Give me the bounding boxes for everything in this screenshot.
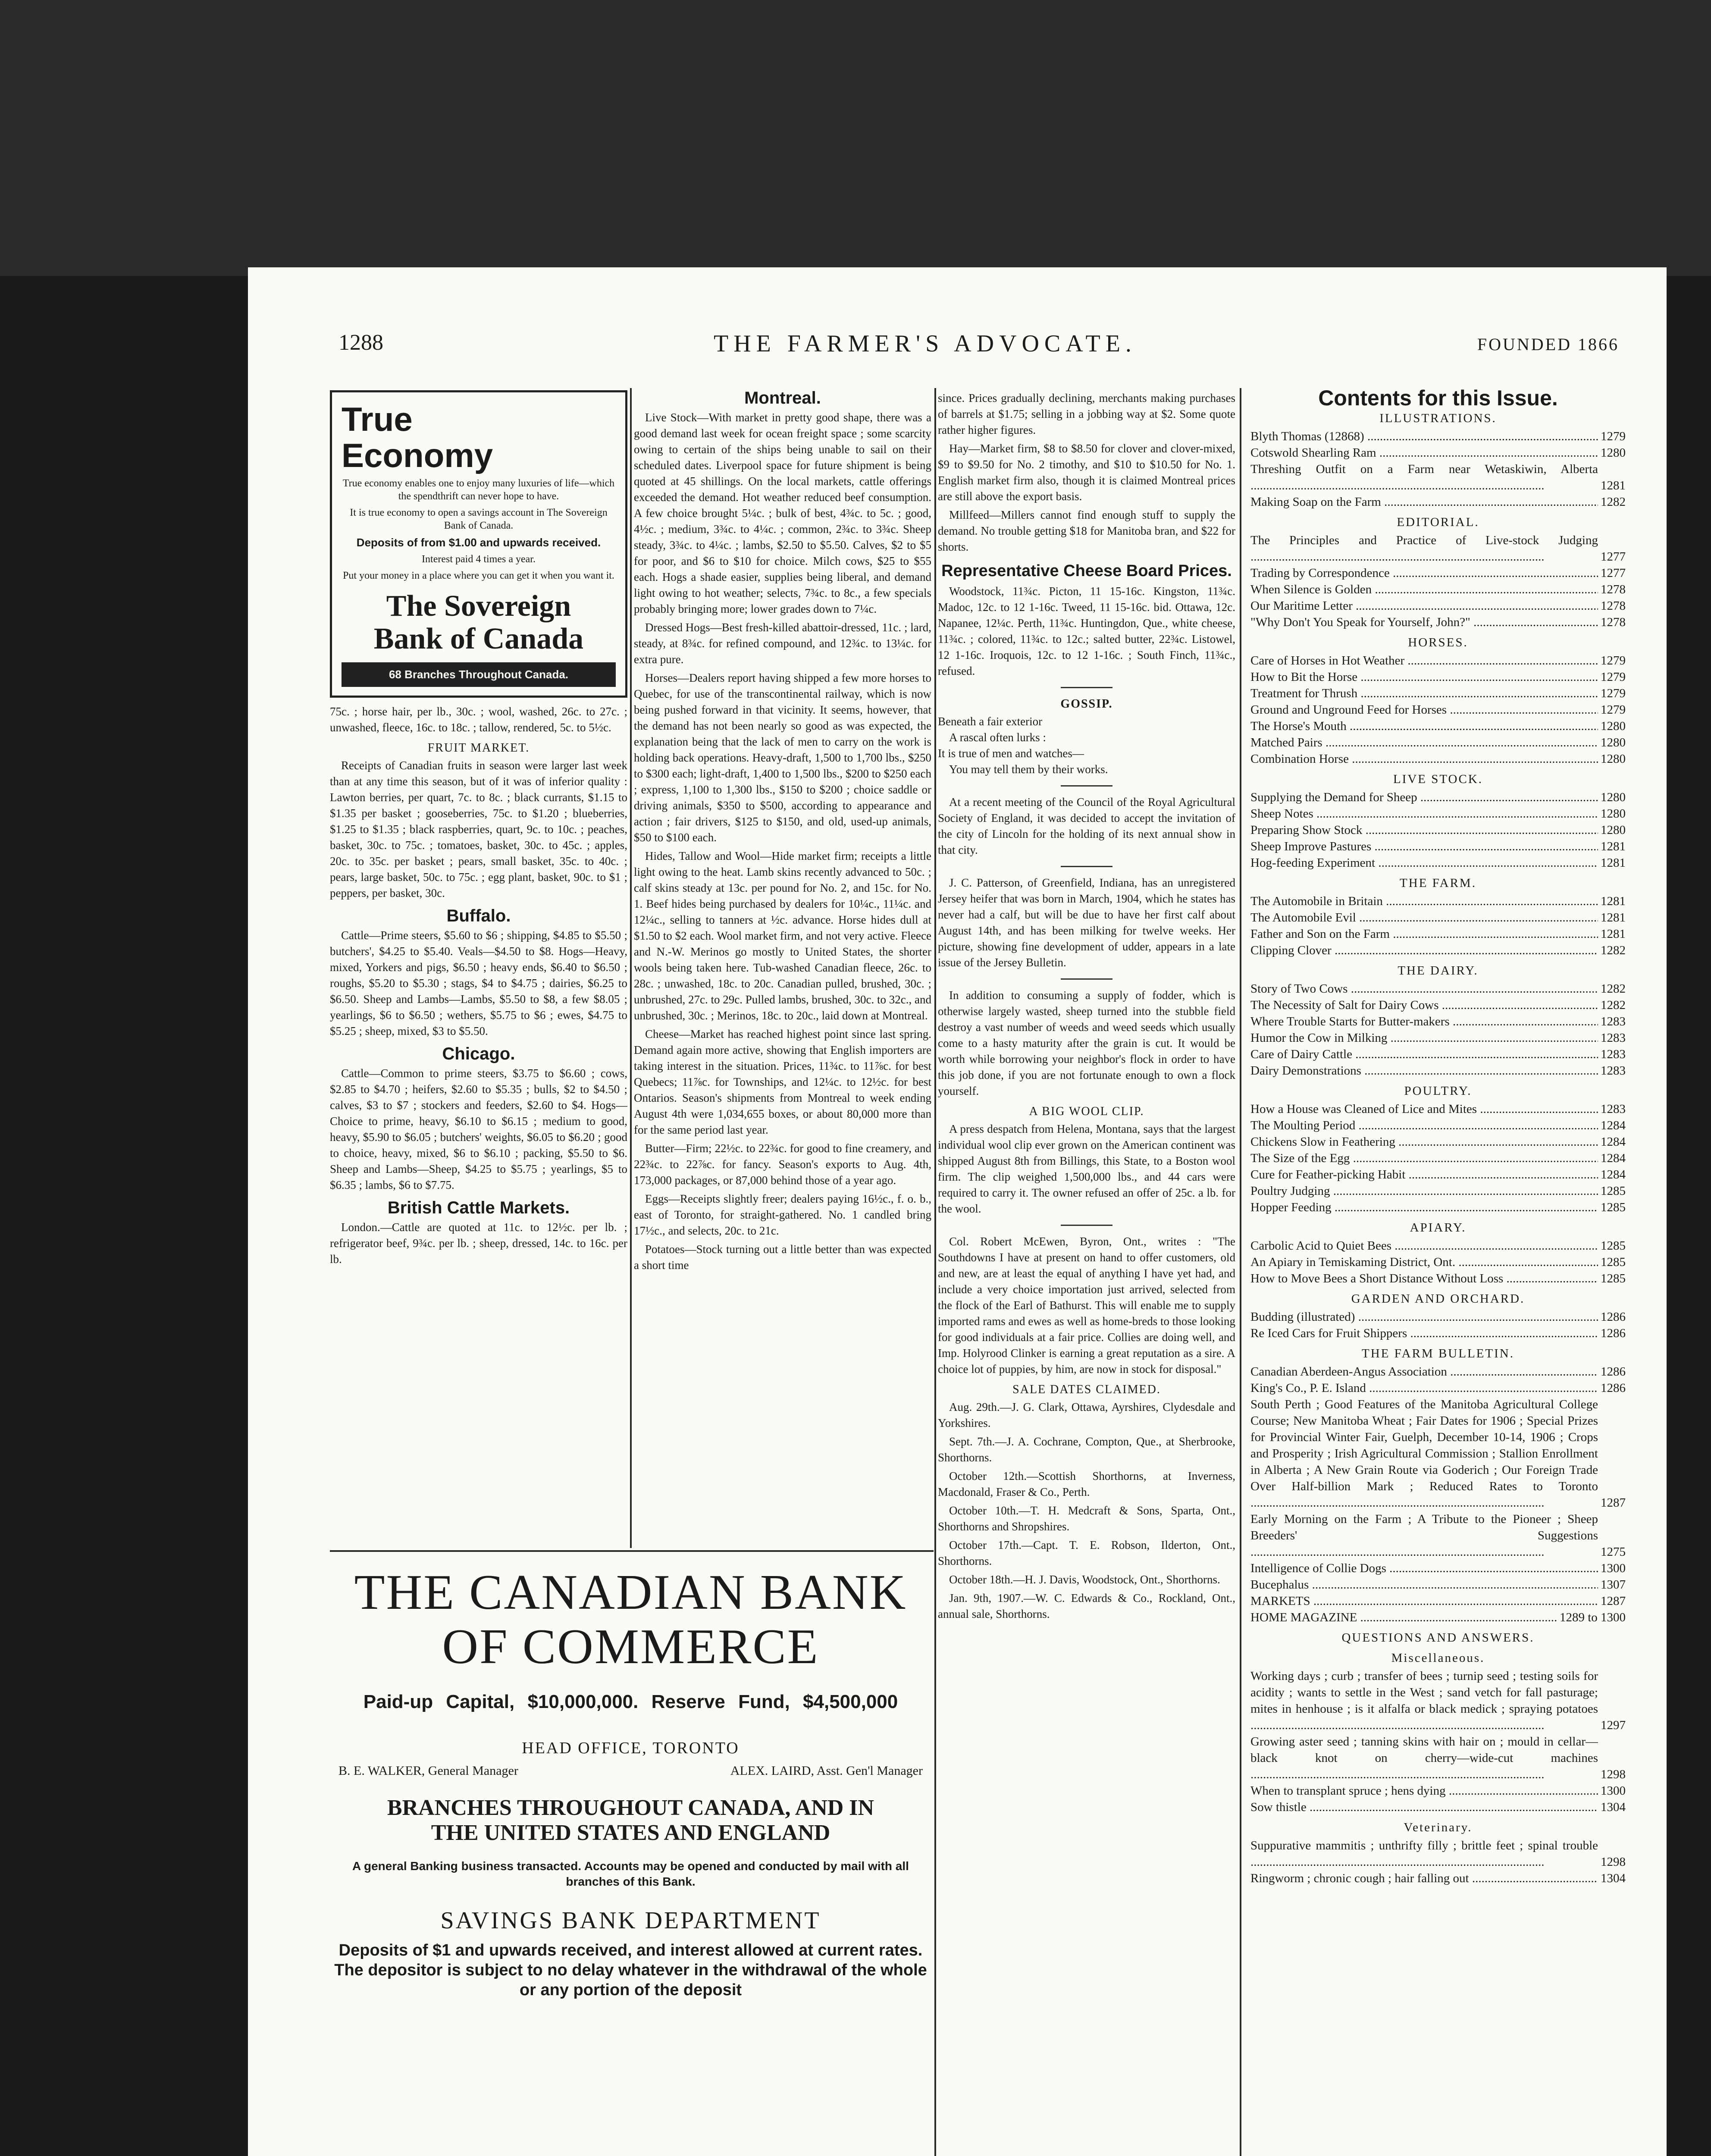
contents-entry-title: Chickens Slow in Feathering ..... [1250, 1134, 1598, 1150]
ad-interest: Interest paid 4 times a year. [422, 554, 536, 565]
paragraph: Millfeed—Millers cannot find enough stuff to supply the demand. No trouble getting $18 for Manitoba bran, and $22 for shorts. [938, 508, 1235, 553]
contents-entry [1250, 1309, 1626, 1325]
contents-entry [1250, 789, 1626, 805]
contents-entry [1250, 1270, 1626, 1287]
page-header [248, 330, 1667, 369]
contents-entry-page: 1286 [1601, 1326, 1626, 1340]
contents-entry [1250, 614, 1626, 630]
contents-entry-title: Ringworm ; chronic cough ; hair falling out ..... [1250, 1870, 1598, 1887]
contents-entry-title: How a House was Cleaned of Lice and Mites ..... [1250, 1101, 1598, 1117]
contents-entry-title: How to Bit the Horse ..... [1250, 669, 1598, 685]
contents-entry-title: MARKETS ..... [1250, 1593, 1598, 1609]
contents-entry-title: King's Co., P. E. Island ..... [1250, 1380, 1598, 1396]
contents-entry-page: 1281 [1601, 479, 1626, 492]
paragraph: Potatoes—Stock turning out a little better than was expected a short time [634, 1243, 931, 1272]
section-rule [330, 1550, 934, 1552]
contents-section-heading: QUESTIONS AND ANSWERS. [1341, 1631, 1535, 1645]
contents-entry-page: 1285 [1601, 1184, 1626, 1198]
bank-asst-manager: ALEX. LAIRD, Asst. Gen'l Manager [730, 1764, 923, 1778]
contents-entry-title: Growing aster seed ; tanning skins with hair on ; mould in cellar—black knot on cherry—wide-cut machines ..... [1250, 1733, 1598, 1783]
contents-entry [1250, 445, 1626, 461]
contents-entry-page: 1282 [1601, 943, 1626, 957]
contents-entry-page: 1282 [1601, 495, 1626, 509]
contents-entry-page: 1289 to 1300 [1559, 1611, 1626, 1624]
contents-entry [1250, 718, 1626, 734]
contents-entry-title: "Why Don't You Speak for Yourself, John?" ..... [1250, 614, 1598, 630]
contents-entry [1250, 1870, 1626, 1887]
ad-deposits: Deposits of from $1.00 and upwards received. [356, 536, 601, 549]
contents-entry-page: 1282 [1601, 982, 1626, 996]
contents-entry-title: Intelligence of Collie Dogs ..... [1250, 1560, 1598, 1576]
contents-entry [1250, 926, 1626, 942]
contents-section-heading: Miscellaneous. [1391, 1651, 1485, 1665]
section-heading: FRUIT MARKET. [427, 741, 530, 755]
contents-entry-title: Re Iced Cars for Fruit Shippers ..... [1250, 1325, 1598, 1341]
paragraph: Eggs—Receipts slightly freer; dealers paying 16½c., f. o. b., east of Toronto, for straight-gathered. No. 1 candled bring 17½c., and selects, 20c. to 21c. [634, 1192, 931, 1237]
contents-entry-page: 1275 [1601, 1545, 1626, 1559]
contents-entry-title: Treatment for Thrush ..... [1250, 685, 1598, 702]
contents-entry [1250, 494, 1626, 510]
ad-title-1: True [342, 400, 413, 438]
contents-entry [1250, 669, 1626, 685]
contents-entry [1250, 1576, 1626, 1593]
bank-branches-2: THE UNITED STATES AND ENGLAND [431, 1821, 830, 1845]
contents-entry [1250, 1101, 1626, 1117]
contents-entry-title: The Size of the Egg ..... [1250, 1150, 1598, 1166]
contents-section-heading: Veterinary. [1404, 1821, 1473, 1834]
section-heading: Representative Cheese Board Prices. [941, 562, 1232, 580]
contents-entry-page: 1284 [1601, 1135, 1626, 1149]
contents-entry [1250, 1609, 1626, 1626]
separator [1061, 866, 1112, 867]
contents-section-heading: ILLUSTRATIONS. [1379, 411, 1497, 425]
contents-entry [1250, 1199, 1626, 1216]
contents-entry-page: 1283 [1601, 1015, 1626, 1028]
contents-column [1250, 386, 1626, 1887]
contents-entry [1250, 855, 1626, 871]
contents-entry-page: 1283 [1601, 1047, 1626, 1061]
contents-entry-page: 1297 [1601, 1718, 1626, 1732]
contents-entry [1250, 461, 1626, 494]
contents-entry [1250, 909, 1626, 926]
sale-date: October 18th.—H. J. Davis, Woodstock, Ont., Shorthorns. [949, 1573, 1220, 1586]
contents-entry-page: 1304 [1601, 1800, 1626, 1814]
separator [1061, 785, 1112, 787]
column-rule [934, 388, 936, 2156]
bank-title-1: THE CANADIAN BANK [354, 1565, 907, 1620]
contents-section-heading: POULTRY. [1404, 1084, 1472, 1098]
contents-entry [1250, 1799, 1626, 1815]
contents-entry-title: The Automobile Evil ..... [1250, 909, 1598, 926]
contents-entry-title: Humor the Cow in Milking ..... [1250, 1030, 1598, 1046]
contents-entry [1250, 428, 1626, 445]
contents-entry-page: 1284 [1601, 1119, 1626, 1132]
contents-entry-title: South Perth ; Good Features of the Manitoba Agricultural College Course; New Manitoba Wheat ; Fair Dates for 1906 ; Special Prizes for Provincial Winter Fair, Guelph, December 10-14, 1906 ; Crops and Prosperity ; Irish Agricultural Commission ; Stallion Enrollment in Alberta ; A New Grain Route via Goderich ; Our Foreign Trade Over Half-billion Mark ; Reduced Rates to Toronto ..... [1250, 1396, 1598, 1511]
contents-entry-page: 1278 [1601, 599, 1626, 613]
contents-entry-title: Trading by Correspondence ..... [1250, 565, 1598, 581]
contents-entry [1250, 1733, 1626, 1783]
canadian-bank-ad [330, 1557, 931, 2156]
section-heading: A BIG WOOL CLIP. [1029, 1105, 1144, 1118]
contents-entry [1250, 702, 1626, 718]
bank-branches-1: BRANCHES THROUGHOUT CANADA, AND IN [387, 1796, 874, 1820]
paragraph: Hay—Market firm, $8 to $8.50 for clover and clover-mixed, $9 to $9.50 for No. 2 timothy, and $10 to $10.50 for No. 1. English market firm also, though it is claimed Montreal prices are still above the export basis. [938, 442, 1235, 503]
contents-entry [1250, 1183, 1626, 1199]
bank-general: A general Banking business transacted. Accounts may be opened and conducted by mail with all branches of this Bank. [352, 1859, 909, 1888]
contents-entry-title: Budding (illustrated) ..... [1250, 1309, 1598, 1325]
contents-section-heading: THE FARM BULLETIN. [1362, 1347, 1514, 1360]
contents-entry [1250, 1166, 1626, 1183]
contents-entry-page: 1285 [1601, 1272, 1626, 1285]
contents-entry-title: Working days ; curb ; transfer of bees ; turnip seed ; testing soils for acidity ; wants to settle in the West ; sand vetch for fall pasturage; mites in henhouse ; is it alfalfa or black medick ; spraying potatoes ..... [1250, 1668, 1598, 1733]
contents-entry [1250, 734, 1626, 751]
contents-entry [1250, 598, 1626, 614]
separator [1061, 687, 1112, 688]
paragraph: A press despatch from Helena, Montana, says that the largest individual wool clip ever grown on the American continent was shipped August 8th from Billings, this State, to a Boston wool firm. The clip weighed 1,500,000 lbs., and 44 cars were required to carry it. The owner refused an offer of 25c. a lb. for the wool. [938, 1122, 1235, 1215]
contents-entry [1250, 1134, 1626, 1150]
sale-date: Jan. 9th, 1907.—W. C. Edwards & Co., Rockland, Ont., annual sale, Shorthorns. [938, 1592, 1235, 1620]
contents-list [1250, 411, 1626, 1887]
contents-entry-page: 1281 [1601, 927, 1626, 941]
contents-entry [1250, 685, 1626, 702]
contents-entry-title: Sheep Notes ..... [1250, 805, 1598, 822]
paragraph: London.—Cattle are quoted at 11c. to 12½c. per lb. ; refrigerator beef, 9¾c. per lb. ; sheep, dressed, 14c. to 16c. per lb. [330, 1221, 627, 1266]
paragraph: 75c. ; horse hair, per lb., 30c. ; wool, washed, 26c. to 27c. ; unwashed, fleece, 16c. to 18c. ; tallow, rendered, 5c. to 5½c. [330, 705, 627, 734]
paragraph: Cattle—Common to prime steers, $3.75 to $6.60 ; cows, $2.85 to $4.70 ; heifers, $2.60 to $5.35 ; bulls, $2 to $4.50 ; calves, $3 to $7 ; stockers and feeders, $2.60 to $4. Hogs—Choice to prime, heavy, $6.10 to $6.15 ; medium to good, heavy, $5.90 to $6.05 ; butchers' weights, $6.05 to $6.20 ; good to choice, heavy, mixed, $6 to $6.10 ; packing, $5.50 to $6. Sheep and Lambs—Sheep, $4.25 to $5.75 ; yearlings, $5 to $6.35 ; lambs, $6 to $7.75. [330, 1067, 627, 1191]
contents-entry-title: Father and Son on the Farm ..... [1250, 926, 1598, 942]
ad-title-2: Economy [342, 436, 493, 474]
contents-entry [1250, 805, 1626, 822]
contents-entry [1250, 1668, 1626, 1733]
contents-entry-title: The Necessity of Salt for Dairy Cows ..... [1250, 997, 1598, 1013]
paragraph: Horses—Dealers report having shipped a few more horses to Quebec, for use of the transcontinental railway, which is now being pushed forward in that vicinity. It seems, however, that the demand has not been nearly so good as was expected, the explanation being that the lack of men to carry on the work is holding back operations. Heavy-draft, 1,500 to 1,700 lbs., $250 to $300 each; light-draft, 1,400 to 1,500 lbs., $200 to $250 each ; express, 1,100 to 1,300 lbs., $150 to $200 ; choice saddle or driving animals, $350 to $500, according to appearance and action ; fair drivers, $125 to $150, and old, used-up animals, $50 to $100 each. [634, 671, 931, 844]
contents-entry-title: Blyth Thomas (12868) ..... [1250, 428, 1598, 445]
contents-entry-title: Cure for Feather-picking Habit ..... [1250, 1166, 1598, 1183]
contents-entry-page: 1307 [1601, 1578, 1626, 1592]
bank-title-2: OF COMMERCE [442, 1619, 819, 1674]
contents-entry-page: 1278 [1601, 615, 1626, 629]
contents-entry-page: 1298 [1601, 1855, 1626, 1869]
paragraph: Col. Robert McEwen, Byron, Ont., writes : "The Southdowns I have at present on hand to offer customers, old and new, are at least the equal of anything I have yet had, and include a very choice importation just arrived, selected from the flock of the Earl of Bathurst. This will enable me to supply imported rams and ewes as well as home-breds to those looking for good individuals at a fair price. Collies are doing well, and Imp. Holyrood Clinker is earning a great reputation as a sire. A choice lot of puppies, by him, are now in stock for disposal." [938, 1235, 1235, 1376]
contents-entry [1250, 532, 1626, 565]
contents-entry [1250, 1593, 1626, 1609]
ad-bank-name-1: The Sovereign [386, 589, 571, 623]
contents-entry-title: How to Move Bees a Short Distance Without Loss ..... [1250, 1270, 1598, 1287]
contents-entry-title: Canadian Aberdeen-Angus Association ..... [1250, 1363, 1598, 1380]
contents-entry-page: 1279 [1601, 670, 1626, 684]
contents-entry-page: 1281 [1601, 840, 1626, 853]
contents-entry-page: 1300 [1601, 1561, 1626, 1575]
sale-date: October 12th.—Scottish Shorthorns, at Inverness, Macdonald, Fraser & Co., Perth. [938, 1470, 1235, 1498]
contents-entry [1250, 1560, 1626, 1576]
verse-line: A rascal often lurks : [949, 731, 1046, 744]
section-heading: GOSSIP. [1060, 697, 1113, 711]
sale-date: October 10th.—T. H. Medcraft & Sons, Sparta, Ont., Shorthorns and Shropshires. [938, 1504, 1235, 1533]
bank-capital-line [330, 1691, 931, 1713]
contents-entry [1250, 838, 1626, 855]
contents-entry-title: Sow thistle ..... [1250, 1799, 1598, 1815]
contents-entry-title: Early Morning on the Farm ; A Tribute to the Pioneer ; Sheep Breeders' Suggestions ..... [1250, 1511, 1598, 1560]
contents-entry-page: 1304 [1601, 1871, 1626, 1885]
contents-entry-title: Clipping Clover ..... [1250, 942, 1598, 959]
masthead: THE FARMER'S ADVOCATE. [714, 330, 1137, 357]
contents-section-heading: THE DAIRY. [1398, 964, 1479, 978]
contents-entry-title: Supplying the Demand for Sheep ..... [1250, 789, 1598, 805]
contents-entry-page: 1281 [1601, 911, 1626, 924]
separator [1061, 1225, 1112, 1226]
section-heading: Montreal. [744, 389, 821, 407]
contents-entry [1250, 1117, 1626, 1134]
contents-section-heading: APIARY. [1410, 1221, 1467, 1235]
contents-section-heading: HORSES. [1408, 636, 1468, 649]
ad-branches: 68 Branches Throughout Canada. [342, 662, 616, 687]
contents-entry-title: Combination Horse ..... [1250, 751, 1598, 767]
paragraph: Hides, Tallow and Wool—Hide market firm; receipts a little light owing to the heat. Lamb skins recently advanced to 50c. ; calf skins steady at 13c. per pound for No. 2, and 15c. for No. 1. Beef hides being purchased by dealers for 10¼c., 11¼c. and 12¼c., selling to tanners at ½c. advance. Horse hides dull at $1.50 to $2 each. Wool market firm, and not very active. Fleece and N.-W. Merinos go mostly to United States, the shorter wools being taken here. Tub-washed Canadian fleece, 26c. to 28c. ; unwashed, 18c. to 20c. Canadian pulled, brushed, 30c. ; unbrushed, 27c. to 29c. Pulled lambs, brushed, 30c. to 32c., and unbrushed, 30c. ; Merinos, 18c. to 20c., laid down at Montreal. [634, 849, 931, 1022]
paragraph: Dressed Hogs—Best fresh-killed abattoir-dressed, 11c. ; lard, steady, at 8¾c. for refined compound, and 12¾c. to 13¼c. for extra pure. [634, 621, 931, 666]
contents-entry [1250, 1062, 1626, 1079]
sale-date: Aug. 29th.—J. G. Clark, Ottawa, Ayrshires, Clydesdale and Yorkshires. [938, 1401, 1235, 1429]
contents-entry-title: Dairy Demonstrations ..... [1250, 1062, 1598, 1079]
contents-entry [1250, 1396, 1626, 1511]
contents-entry [1250, 1238, 1626, 1254]
contents-entry-page: 1286 [1601, 1381, 1626, 1395]
column-rule [1240, 388, 1241, 2156]
contents-entry [1250, 1380, 1626, 1396]
contents-entry-page: 1298 [1601, 1767, 1626, 1781]
contents-entry-page: 1277 [1601, 566, 1626, 580]
contents-entry-title: When Silence is Golden ..... [1250, 581, 1598, 598]
contents-entry-title: Suppurative mammitis ; unthrifty filly ; brittle feet ; spinal trouble ..... [1250, 1837, 1598, 1870]
contents-entry [1250, 1837, 1626, 1870]
bank-savings: SAVINGS BANK DEPARTMENT [440, 1907, 821, 1934]
paragraph: At a recent meeting of the Council of the Royal Agricultural Society of England, it was decided to accept the invitation of the city of Lincoln for the holding of its next annual show in that city. [938, 796, 1235, 856]
bank-manager: B. E. WALKER, General Manager [338, 1764, 518, 1778]
paragraph: Cattle—Prime steers, $5.60 to $6 ; shipping, $4.85 to $5.50 ; butchers', $4.25 to $5.40. Veals—$4.50 to $8. Hogs—Heavy, mixed, Yorkers and pigs, $6.50 ; heavy ends, $6.40 to $6.50 ; roughs, $5.20 to $5.30 ; stags, $4 to $4.75 ; dairies, $6.25 to $6.50. Sheep and Lambs—Lambs, $5.50 to $8, a few $8.05 ; yearlings, $6 to $6.50 ; wethers, $5.75 to $6 ; ewes, $4.75 to $5.25 ; sheep, mixed, $3 to $5.50. [330, 929, 627, 1037]
sale-date: Sept. 7th.—J. A. Cochrane, Compton, Que., at Sherbrooke, Shorthorns. [938, 1435, 1235, 1464]
contents-entry-page: 1287 [1601, 1594, 1626, 1608]
contents-entry-title: The Automobile in Britain ..... [1250, 893, 1598, 909]
paragraph: Woodstock, 11¾c. Picton, 11 15-16c. Kingston, 11¾c. Madoc, 12c. to 12 1-16c. Tweed, 11 15-16c. bid. Ottawa, 12c. Napanee, 12¼c. Perth, 11¾c. Huntingdon, Que., white cheese, 11¾c. ; colored, 11¾c. to 12c.; salted butter, 22¾c. Listowel, 12 1-16c. Iroquois, 12c. to 12 1-16c. ; South Finch, 11¾c., refused. [938, 585, 1235, 677]
bank-managers [330, 1764, 931, 1778]
paragraph: Cheese—Market has reached highest point since last spring. Demand again more active, showing that English importers are taking interest in the situation. Prices, 11¾c. to 11⅞c. for best Quebecs; 11⅞c. for Townships, and 12¼c. to 12½c. for best Ontarios. Season's shipments from Montreal to week ending August 4th were 1,034,655 boxes, or about 80,000 more than for the same period last year. [634, 1028, 931, 1136]
contents-entry-title: Story of Two Cows ..... [1250, 981, 1598, 997]
paragraph: since. Prices gradually declining, merchants making purchases of barrels at $1.75; selling in a jobbing way at $2. Some quote rather higher figures. [938, 392, 1235, 436]
contents-entry-title: The Moulting Period ..... [1250, 1117, 1598, 1134]
contents-entry [1250, 652, 1626, 669]
contents-entry [1250, 565, 1626, 581]
bank-capital: Paid-up Capital, $10,000,000. [363, 1691, 639, 1712]
contents-entry [1250, 1783, 1626, 1799]
contents-entry-page: 1280 [1601, 752, 1626, 766]
column-rule [630, 388, 632, 1548]
contents-entry-page: 1285 [1601, 1239, 1626, 1253]
contents-entry-page: 1280 [1601, 719, 1626, 733]
contents-entry-title: Bucephalus ..... [1250, 1576, 1598, 1593]
bank-deposits: Deposits of $1 and upwards received, and interest allowed at current rates. The depositor is subject to no delay whatever in the withdrawal of the whole or any portion of the deposit [334, 1941, 927, 1999]
paragraph: Butter—Firm; 22½c. to 22¾c. for good to fine creamery, and 22¾c. to 22⅞c. for fancy. Season's exports to Aug. 4th, 173,000 packages, or 87,000 behind those of a year ago. [634, 1142, 931, 1187]
section-heading: British Cattle Markets. [387, 1198, 570, 1217]
contents-entry-title: Where Trouble Starts for Butter-makers ..... [1250, 1013, 1598, 1030]
bank-reserve: Reserve Fund, $4,500,000 [651, 1691, 898, 1712]
contents-entry-page: 1280 [1601, 446, 1626, 460]
paragraph: In addition to consuming a supply of fodder, which is otherwise largely wasted, sheep turned into the stubble field destroy a vast number of weeds and weed seeds which usually come to a hasty maturity after the grain is cut. It would be worth while borrowing your neighbor's flock in order to have this job done, if you are not fortunate enough to own a flock yourself. [938, 989, 1235, 1097]
contents-entry-title: Our Maritime Letter ..... [1250, 598, 1598, 614]
contents-entry [1250, 997, 1626, 1013]
contents-entry-title: Matched Pairs ..... [1250, 734, 1598, 751]
contents-entry-page: 1279 [1601, 686, 1626, 700]
contents-entry-title: Hog-feeding Experiment ..... [1250, 855, 1598, 871]
contents-entry-page: 1278 [1601, 583, 1626, 596]
contents-entry-page: 1282 [1601, 998, 1626, 1012]
contents-entry [1250, 751, 1626, 767]
verse-line: Beneath a fair exterior [938, 715, 1043, 728]
section-heading: Chicago. [442, 1044, 515, 1063]
contents-section-heading: EDITORIAL. [1397, 515, 1479, 529]
contents-entry [1250, 1046, 1626, 1062]
verse-line: It is true of men and watches— [938, 747, 1084, 760]
contents-entry-page: 1280 [1601, 823, 1626, 837]
contents-entry-page: 1284 [1601, 1151, 1626, 1165]
contents-entry-page: 1280 [1601, 736, 1626, 749]
contents-entry-page: 1286 [1601, 1310, 1626, 1324]
contents-entry-page: 1281 [1601, 856, 1626, 870]
contents-entry-page: 1284 [1601, 1168, 1626, 1181]
contents-entry-title: Poultry Judging ..... [1250, 1183, 1598, 1199]
column-2 [634, 390, 931, 1276]
section-heading: Buffalo. [446, 906, 511, 925]
bank-head-office: HEAD OFFICE, TORONTO [522, 1739, 740, 1757]
contents-entry-title: Making Soap on the Farm ..... [1250, 494, 1598, 510]
separator [1061, 978, 1112, 980]
contents-entry-title: The Principles and Practice of Live-stock Judging ..... [1250, 532, 1598, 565]
contents-section-heading: THE FARM. [1400, 876, 1476, 890]
contents-entry [1250, 1030, 1626, 1046]
contents-entry-page: 1277 [1601, 550, 1626, 564]
contents-entry [1250, 1363, 1626, 1380]
contents-entry-title: Sheep Improve Pastures ..... [1250, 838, 1598, 855]
page-number: 1288 [338, 330, 383, 355]
paragraph: J. C. Patterson, of Greenfield, Indiana, has an unregistered Jersey heifer that was born in March, 1904, which he states has never had a calf, but will be due to have her first calf about August 14th, and has been milking for twelve weeks. Her picture, showing fine development of udder, appears in a late issue of the Jersey Bulletin. [938, 876, 1235, 969]
contents-section-heading: LIVE STOCK. [1393, 772, 1483, 786]
contents-entry-page: 1280 [1601, 807, 1626, 821]
paragraph: Live Stock—With market in pretty good shape, there was a good demand last week for ocean freight space ; some scarcity owing to certain of the ships being unable to sail on their scheduled dates. Liverpool space for future shipment is being quoted at 45 shillings. On the local markets, cattle offerings exceeded the demand. Hot weather reduced beef consumption. A few choice brought 5¼c. ; bulk of best, 4¾c. to 5c. ; good, 4½c. ; medium, 3¾c. to 4¼c. ; common, 2¾c. to 3¾c. Sheep steady, 3¾c. to 4¼c. ; lambs, $2.50 to $5.50. Calves, $2 to $5 for poor, and $6 to $10 for choice. Milch cows, $25 to $55 each. Hogs a shade easier, supplies being liberal, and demand light owing to hot weather; selects, 7¾c. to 8c., a few specials probably bringing more; lower grades down to 7¼c. [634, 411, 931, 615]
contents-entry [1250, 581, 1626, 598]
contents-entry [1250, 1150, 1626, 1166]
contents-entry-title: Cotswold Shearling Ram ..... [1250, 445, 1598, 461]
founded-line: FOUNDED 1866 [1477, 335, 1619, 354]
contents-entry-page: 1279 [1601, 429, 1626, 443]
contents-entry-title: Carbolic Acid to Quiet Bees ..... [1250, 1238, 1598, 1254]
contents-entry-title: Preparing Show Stock ..... [1250, 822, 1598, 838]
sale-date: October 17th.—Capt. T. E. Robson, Ilderton, Ont., Shorthorns. [938, 1539, 1235, 1567]
ad-bank-name-2: Bank of Canada [373, 622, 584, 655]
contents-entry-page: 1285 [1601, 1200, 1626, 1214]
contents-entry [1250, 822, 1626, 838]
contents-entry-title: When to transplant spruce ; hens dying ..... [1250, 1783, 1598, 1799]
true-economy-ad [330, 390, 627, 698]
contents-entry-title: Care of Dairy Cattle ..... [1250, 1046, 1598, 1062]
contents-entry-page: 1287 [1601, 1496, 1626, 1510]
contents-title: Contents for this Issue. [1318, 386, 1558, 410]
contents-entry-title: Care of Horses in Hot Weather ..... [1250, 652, 1598, 669]
contents-entry-title: The Horse's Mouth ..... [1250, 718, 1598, 734]
contents-entry-title: Hopper Feeding ..... [1250, 1199, 1598, 1216]
contents-entry-title: Ground and Unground Feed for Horses ..... [1250, 702, 1598, 718]
contents-entry [1250, 981, 1626, 997]
ad-text: Put your money in a place where you can get it when you want it. [343, 570, 614, 581]
contents-section-heading: GARDEN AND ORCHARD. [1351, 1292, 1525, 1306]
newspaper-page [248, 267, 1667, 2156]
column-3 [938, 390, 1235, 1625]
contents-entry-page: 1279 [1601, 654, 1626, 667]
contents-entry [1250, 1254, 1626, 1270]
contents-entry-page: 1283 [1601, 1102, 1626, 1116]
contents-entry-page: 1283 [1601, 1064, 1626, 1078]
contents-entry [1250, 1511, 1626, 1560]
contents-entry-page: 1285 [1601, 1255, 1626, 1269]
ad-text: True economy enables one to enjoy many luxuries of life—which the spendthrift can never hope to have. [342, 478, 615, 502]
contents-entry-title: Threshing Outfit on a Farm near Wetaskiwin, Alberta ..... [1250, 461, 1598, 494]
contents-entry-page: 1283 [1601, 1031, 1626, 1045]
ad-text: It is true economy to open a savings account in The Sovereign Bank of Canada. [350, 507, 608, 531]
column-1 [330, 390, 627, 1270]
contents-entry-page: 1286 [1601, 1365, 1626, 1379]
contents-entry-page: 1281 [1601, 894, 1626, 908]
contents-entry-title: An Apiary in Temiskaming District, Ont. ..... [1250, 1254, 1598, 1270]
contents-entry-page: 1280 [1601, 790, 1626, 804]
contents-entry-title: HOME MAGAZINE ..... [1250, 1609, 1557, 1626]
scan-background [0, 0, 1711, 276]
contents-entry [1250, 942, 1626, 959]
section-heading: SALE DATES CLAIMED. [1012, 1383, 1161, 1396]
verse-line: You may tell them by their works. [949, 763, 1108, 776]
contents-entry [1250, 893, 1626, 909]
contents-entry-page: 1300 [1601, 1784, 1626, 1798]
paragraph: Receipts of Canadian fruits in season were larger last week than at any time this season, but of it was of inferior quality : Lawton berries, per quart, 7c. to 8c. ; black currants, $1.15 to $1.35 per basket ; gooseberries, 75c. to $1.20 ; blueberries, $1.25 to $1.35 ; black raspberries, quart, 9c. to 10c. ; peaches, basket, 30c. to 75c. ; tomatoes, basket, 30c. to 45c. ; apples, 20c. to 35c. per basket ; pears, small basket, 35c. to 40c. ; pears, large basket, 50c. to 75c. ; egg plant, basket, 90c. to $1 ; peppers, per basket, 30c. [330, 759, 627, 899]
contents-entry-page: 1279 [1601, 703, 1626, 717]
contents-entry [1250, 1325, 1626, 1341]
contents-entry [1250, 1013, 1626, 1030]
